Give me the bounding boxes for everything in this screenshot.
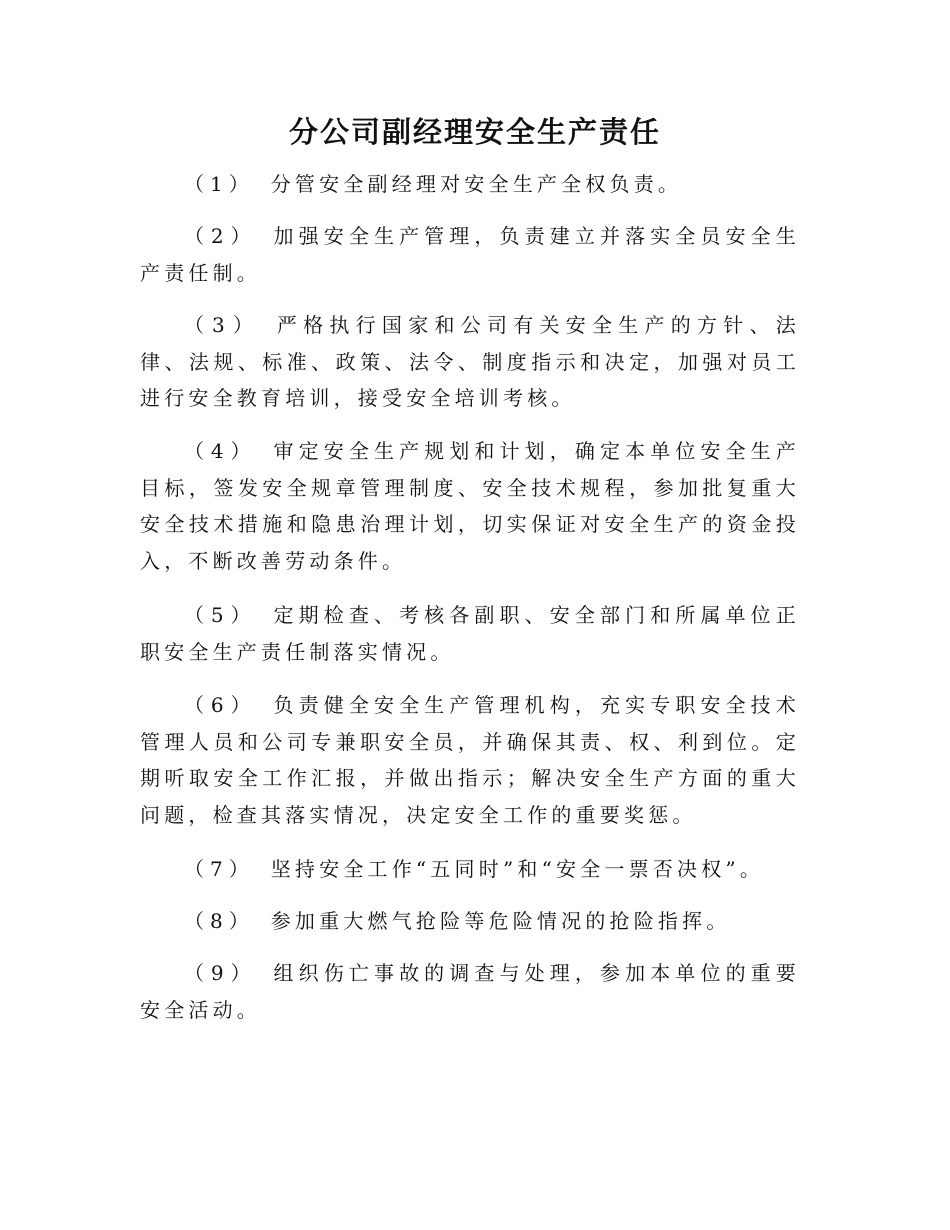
responsibility-item-9 <box>140 955 800 1028</box>
item-number: （1） <box>184 172 255 196</box>
responsibility-item-1 <box>140 166 800 203</box>
item-number: （6） <box>184 693 258 717</box>
page-title: 分公司副经理安全生产责任 <box>288 115 661 149</box>
item-number: （9） <box>184 961 258 985</box>
item-text: 负责健全安全生产管理机构，充实专职安全技术管理人员和公司专兼职安全员，并确保其责、权、利到位。定期听取安全工作汇报，并做出指示；解决安全生产方面的重大问题，检查其落实情况，决定安全工作的重要奖惩。 <box>140 693 800 827</box>
item-text: 严格执行国家和公司有关安全生产的方针、法律、法规、标准、政策、法令、制度指示和决定，加强对员工进行安全教育培训，接受安全培训考核。 <box>140 313 800 410</box>
responsibility-item-4 <box>140 433 800 579</box>
item-number: （2） <box>184 224 258 248</box>
responsibility-item-3 <box>140 307 800 417</box>
item-number: （4） <box>184 439 258 463</box>
item-text: 审定安全生产规划和计划，确定本单位安全生产目标，签发安全规章管理制度、安全技术规程，参加批复重大安全技术措施和隐患治理计划，切实保证对安全生产的资金投入，不断改善劳动条件。 <box>140 439 800 573</box>
item-text: 定期检查、考核各副职、安全部门和所属单位正职安全生产责任制落实情况。 <box>140 603 800 664</box>
item-text: 参加重大燃气抢险等危险情况的抢险指挥。 <box>270 909 731 933</box>
item-text: 加强安全生产管理，负责建立并落实全员安全生产责任制。 <box>140 224 800 285</box>
item-number: （3） <box>184 313 261 337</box>
responsibility-item-2 <box>140 218 800 291</box>
item-number: （5） <box>184 603 258 627</box>
responsibility-item-7 <box>140 851 800 888</box>
item-text: 坚持安全工作“五同时”和“安全一票否决权”。 <box>270 857 765 881</box>
item-text: 组织伤亡事故的调查与处理，参加本单位的重要安全活动。 <box>140 961 800 1022</box>
item-number: （7） <box>184 857 255 881</box>
item-text: 分管安全副经理对安全生产全权负责。 <box>270 172 683 196</box>
item-number: （8） <box>184 909 255 933</box>
responsibility-item-8 <box>140 903 800 940</box>
responsibility-item-6 <box>140 687 800 833</box>
responsibility-item-5 <box>140 597 800 670</box>
